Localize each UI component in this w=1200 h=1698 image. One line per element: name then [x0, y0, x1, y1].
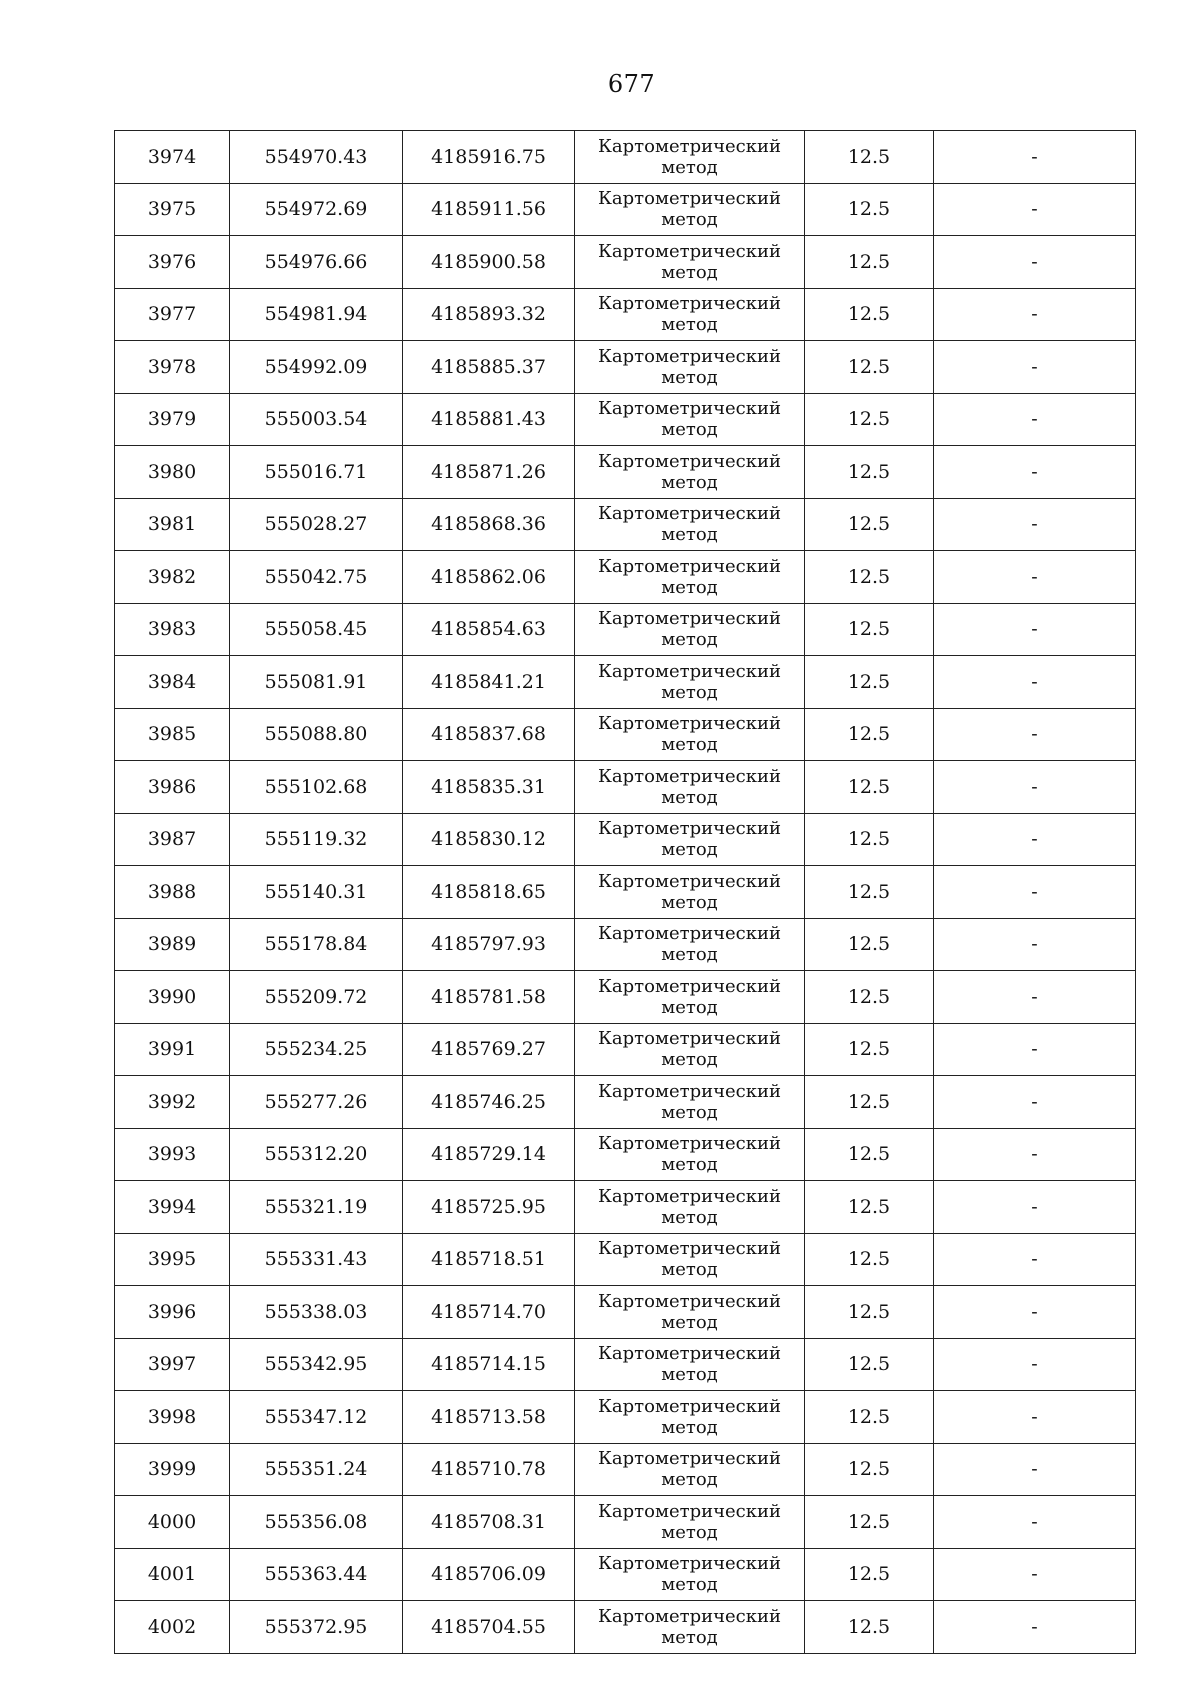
method-cell [575, 866, 805, 919]
y-coordinate-cell: 4185885.37 [403, 341, 575, 394]
accuracy-cell: 12.5 [805, 1233, 934, 1286]
y-coordinate-cell: 4185830.12 [403, 813, 575, 866]
y-coordinate-cell: 4185706.09 [403, 1548, 575, 1601]
method-line1: Картометрический [598, 1448, 781, 1470]
note-cell: - [934, 1076, 1136, 1129]
accuracy-cell: 12.5 [805, 1443, 934, 1496]
note-cell: - [934, 341, 1136, 394]
x-coordinate-cell: 554970.43 [230, 131, 403, 184]
table-row [115, 813, 1136, 866]
method-line2: метод [661, 1049, 718, 1071]
accuracy-cell: 12.5 [805, 1391, 934, 1444]
method-line1: Картометрический [598, 1080, 781, 1102]
x-coordinate-cell: 555351.24 [230, 1443, 403, 1496]
method-cell [575, 236, 805, 289]
x-coordinate-cell: 555209.72 [230, 971, 403, 1024]
table-row [115, 131, 1136, 184]
method-cell [575, 1076, 805, 1129]
method-cell [575, 761, 805, 814]
method-line2: метод [661, 629, 718, 651]
y-coordinate-cell: 4185710.78 [403, 1443, 575, 1496]
point-number-cell: 3989 [115, 918, 230, 971]
x-coordinate-cell: 555140.31 [230, 866, 403, 919]
method-line1: Картометрический [598, 818, 781, 840]
table-row [115, 236, 1136, 289]
method-line1: Картометрический [598, 1290, 781, 1312]
method-cell [575, 971, 805, 1024]
point-number-cell: 3992 [115, 1076, 230, 1129]
x-coordinate-cell: 555119.32 [230, 813, 403, 866]
note-cell: - [934, 236, 1136, 289]
method-line1: Картометрический [598, 1028, 781, 1050]
x-coordinate-cell: 555088.80 [230, 708, 403, 761]
point-number-cell: 3998 [115, 1391, 230, 1444]
point-number-cell: 3976 [115, 236, 230, 289]
point-number-cell: 3979 [115, 393, 230, 446]
note-cell: - [934, 288, 1136, 341]
method-line1: Картометрический [598, 765, 781, 787]
point-number-cell: 3997 [115, 1338, 230, 1391]
table-row [115, 288, 1136, 341]
accuracy-cell: 12.5 [805, 708, 934, 761]
accuracy-cell: 12.5 [805, 341, 934, 394]
method-line1: Картометрический [598, 398, 781, 420]
accuracy-cell: 12.5 [805, 918, 934, 971]
note-cell: - [934, 1391, 1136, 1444]
method-line2: метод [661, 419, 718, 441]
y-coordinate-cell: 4185900.58 [403, 236, 575, 289]
accuracy-cell: 12.5 [805, 1496, 934, 1549]
note-cell: - [934, 1338, 1136, 1391]
method-line2: метод [661, 576, 718, 598]
y-coordinate-cell: 4185818.65 [403, 866, 575, 919]
table-row [115, 1076, 1136, 1129]
point-number-cell: 3980 [115, 446, 230, 499]
note-cell: - [934, 708, 1136, 761]
method-cell [575, 183, 805, 236]
method-line2: метод [661, 996, 718, 1018]
method-cell [575, 551, 805, 604]
method-line2: метод [661, 734, 718, 756]
method-line1: Картометрический [598, 660, 781, 682]
accuracy-cell: 12.5 [805, 761, 934, 814]
y-coordinate-cell: 4185714.15 [403, 1338, 575, 1391]
accuracy-cell: 12.5 [805, 1338, 934, 1391]
method-line2: метод [661, 1574, 718, 1596]
note-cell: - [934, 1548, 1136, 1601]
accuracy-cell: 12.5 [805, 393, 934, 446]
method-line2: метод [661, 209, 718, 231]
x-coordinate-cell: 555028.27 [230, 498, 403, 551]
method-line1: Картометрический [598, 713, 781, 735]
method-line2: метод [661, 944, 718, 966]
table-row [115, 603, 1136, 656]
x-coordinate-cell: 555331.43 [230, 1233, 403, 1286]
method-line2: метод [661, 366, 718, 388]
y-coordinate-cell: 4185713.58 [403, 1391, 575, 1444]
method-cell [575, 1023, 805, 1076]
method-line1: Картометрический [598, 1133, 781, 1155]
table-row [115, 1338, 1136, 1391]
page-number: 677 [607, 70, 656, 98]
table-row [115, 341, 1136, 394]
method-cell [575, 918, 805, 971]
note-cell: - [934, 446, 1136, 499]
method-cell [575, 1496, 805, 1549]
note-cell: - [934, 1496, 1136, 1549]
note-cell: - [934, 1181, 1136, 1234]
point-number-cell: 3988 [115, 866, 230, 919]
x-coordinate-cell: 555338.03 [230, 1286, 403, 1339]
method-line1: Картометрический [598, 1395, 781, 1417]
method-cell [575, 1128, 805, 1181]
note-cell: - [934, 918, 1136, 971]
point-number-cell: 3986 [115, 761, 230, 814]
accuracy-cell: 12.5 [805, 498, 934, 551]
table-row [115, 866, 1136, 919]
y-coordinate-cell: 4185868.36 [403, 498, 575, 551]
accuracy-cell: 12.5 [805, 813, 934, 866]
method-line2: метод [661, 891, 718, 913]
method-cell [575, 1338, 805, 1391]
accuracy-cell: 12.5 [805, 1076, 934, 1129]
x-coordinate-cell: 554992.09 [230, 341, 403, 394]
note-cell: - [934, 393, 1136, 446]
accuracy-cell: 12.5 [805, 183, 934, 236]
point-number-cell: 3977 [115, 288, 230, 341]
note-cell: - [934, 866, 1136, 919]
table-row [115, 971, 1136, 1024]
note-cell: - [934, 603, 1136, 656]
method-line2: метод [661, 1259, 718, 1281]
accuracy-cell: 12.5 [805, 1548, 934, 1601]
note-cell: - [934, 183, 1136, 236]
method-cell [575, 288, 805, 341]
method-line1: Картометрический [598, 188, 781, 210]
y-coordinate-cell: 4185729.14 [403, 1128, 575, 1181]
point-number-cell: 3995 [115, 1233, 230, 1286]
y-coordinate-cell: 4185835.31 [403, 761, 575, 814]
table-row [115, 1286, 1136, 1339]
point-number-cell: 4002 [115, 1601, 230, 1654]
method-line2: метод [661, 1416, 718, 1438]
method-line2: метод [661, 839, 718, 861]
table-row [115, 551, 1136, 604]
method-cell [575, 656, 805, 709]
y-coordinate-cell: 4185854.63 [403, 603, 575, 656]
method-line2: метод [661, 1469, 718, 1491]
note-cell: - [934, 656, 1136, 709]
method-cell [575, 1391, 805, 1444]
method-line2: метод [661, 1364, 718, 1386]
method-line2: метод [661, 156, 718, 178]
x-coordinate-cell: 555277.26 [230, 1076, 403, 1129]
accuracy-cell: 12.5 [805, 551, 934, 604]
accuracy-cell: 12.5 [805, 866, 934, 919]
point-number-cell: 3990 [115, 971, 230, 1024]
point-number-cell: 3994 [115, 1181, 230, 1234]
x-coordinate-cell: 554981.94 [230, 288, 403, 341]
x-coordinate-cell: 555178.84 [230, 918, 403, 971]
method-line1: Картометрический [598, 608, 781, 630]
note-cell: - [934, 1233, 1136, 1286]
point-number-cell: 3991 [115, 1023, 230, 1076]
method-line2: метод [661, 1206, 718, 1228]
table-row [115, 1391, 1136, 1444]
point-number-cell: 3975 [115, 183, 230, 236]
table-row [115, 1181, 1136, 1234]
accuracy-cell: 12.5 [805, 236, 934, 289]
accuracy-cell: 12.5 [805, 288, 934, 341]
y-coordinate-cell: 4185708.31 [403, 1496, 575, 1549]
y-coordinate-cell: 4185837.68 [403, 708, 575, 761]
note-cell: - [934, 971, 1136, 1024]
y-coordinate-cell: 4185862.06 [403, 551, 575, 604]
x-coordinate-cell: 554976.66 [230, 236, 403, 289]
point-number-cell: 3996 [115, 1286, 230, 1339]
x-coordinate-cell: 555363.44 [230, 1548, 403, 1601]
table-row [115, 1023, 1136, 1076]
accuracy-cell: 12.5 [805, 971, 934, 1024]
method-line1: Картометрический [598, 1500, 781, 1522]
y-coordinate-cell: 4185746.25 [403, 1076, 575, 1129]
method-line2: метод [661, 1626, 718, 1648]
y-coordinate-cell: 4185881.43 [403, 393, 575, 446]
method-cell [575, 1233, 805, 1286]
x-coordinate-cell: 555372.95 [230, 1601, 403, 1654]
method-line1: Картометрический [598, 1343, 781, 1365]
accuracy-cell: 12.5 [805, 131, 934, 184]
point-number-cell: 4001 [115, 1548, 230, 1601]
method-cell [575, 1548, 805, 1601]
method-cell [575, 131, 805, 184]
method-line2: метод [661, 786, 718, 808]
method-line2: метод [661, 1311, 718, 1333]
y-coordinate-cell: 4185714.70 [403, 1286, 575, 1339]
table-row [115, 1496, 1136, 1549]
method-cell [575, 393, 805, 446]
y-coordinate-cell: 4185911.56 [403, 183, 575, 236]
x-coordinate-cell: 555342.95 [230, 1338, 403, 1391]
point-number-cell: 3981 [115, 498, 230, 551]
method-line2: метод [661, 261, 718, 283]
coordinates-table-body [115, 131, 1136, 1654]
point-number-cell: 3999 [115, 1443, 230, 1496]
point-number-cell: 3982 [115, 551, 230, 604]
x-coordinate-cell: 555081.91 [230, 656, 403, 709]
table-row [115, 761, 1136, 814]
note-cell: - [934, 1443, 1136, 1496]
method-line2: метод [661, 1154, 718, 1176]
method-line1: Картометрический [598, 1605, 781, 1627]
note-cell: - [934, 813, 1136, 866]
method-line2: метод [661, 471, 718, 493]
y-coordinate-cell: 4185871.26 [403, 446, 575, 499]
method-line2: метод [661, 524, 718, 546]
method-line2: метод [661, 314, 718, 336]
table-row [115, 708, 1136, 761]
method-cell [575, 446, 805, 499]
method-cell [575, 1181, 805, 1234]
y-coordinate-cell: 4185893.32 [403, 288, 575, 341]
note-cell: - [934, 131, 1136, 184]
x-coordinate-cell: 554972.69 [230, 183, 403, 236]
table-row [115, 918, 1136, 971]
method-line1: Картометрический [598, 975, 781, 997]
method-line1: Картометрический [598, 870, 781, 892]
accuracy-cell: 12.5 [805, 446, 934, 499]
method-line1: Картометрический [598, 1553, 781, 1575]
x-coordinate-cell: 555347.12 [230, 1391, 403, 1444]
point-number-cell: 3974 [115, 131, 230, 184]
method-line1: Картометрический [598, 450, 781, 472]
x-coordinate-cell: 555042.75 [230, 551, 403, 604]
table-row [115, 446, 1136, 499]
accuracy-cell: 12.5 [805, 1181, 934, 1234]
accuracy-cell: 12.5 [805, 656, 934, 709]
table-row [115, 1128, 1136, 1181]
point-number-cell: 3987 [115, 813, 230, 866]
x-coordinate-cell: 555321.19 [230, 1181, 403, 1234]
point-number-cell: 4000 [115, 1496, 230, 1549]
y-coordinate-cell: 4185769.27 [403, 1023, 575, 1076]
x-coordinate-cell: 555058.45 [230, 603, 403, 656]
accuracy-cell: 12.5 [805, 603, 934, 656]
method-line1: Картометрический [598, 1185, 781, 1207]
accuracy-cell: 12.5 [805, 1601, 934, 1654]
note-cell: - [934, 1286, 1136, 1339]
method-line1: Картометрический [598, 1238, 781, 1260]
note-cell: - [934, 1023, 1136, 1076]
y-coordinate-cell: 4185781.58 [403, 971, 575, 1024]
method-cell [575, 341, 805, 394]
method-cell [575, 498, 805, 551]
point-number-cell: 3978 [115, 341, 230, 394]
table-row [115, 1548, 1136, 1601]
table-row [115, 1233, 1136, 1286]
y-coordinate-cell: 4185718.51 [403, 1233, 575, 1286]
table-row [115, 1443, 1136, 1496]
x-coordinate-cell: 555102.68 [230, 761, 403, 814]
y-coordinate-cell: 4185725.95 [403, 1181, 575, 1234]
method-line2: метод [661, 1521, 718, 1543]
note-cell: - [934, 761, 1136, 814]
coordinates-table [114, 130, 1136, 1654]
point-number-cell: 3993 [115, 1128, 230, 1181]
method-line1: Картометрический [598, 135, 781, 157]
method-cell [575, 1601, 805, 1654]
method-line1: Картометрический [598, 555, 781, 577]
method-line2: метод [661, 1101, 718, 1123]
point-number-cell: 3985 [115, 708, 230, 761]
table-row [115, 656, 1136, 709]
method-line1: Картометрический [598, 240, 781, 262]
y-coordinate-cell: 4185704.55 [403, 1601, 575, 1654]
table-row [115, 393, 1136, 446]
note-cell: - [934, 551, 1136, 604]
method-cell [575, 708, 805, 761]
point-number-cell: 3983 [115, 603, 230, 656]
accuracy-cell: 12.5 [805, 1128, 934, 1181]
y-coordinate-cell: 4185916.75 [403, 131, 575, 184]
method-line1: Картометрический [598, 293, 781, 315]
x-coordinate-cell: 555016.71 [230, 446, 403, 499]
y-coordinate-cell: 4185841.21 [403, 656, 575, 709]
table-row [115, 183, 1136, 236]
method-line1: Картометрический [598, 345, 781, 367]
point-number-cell: 3984 [115, 656, 230, 709]
note-cell: - [934, 1601, 1136, 1654]
x-coordinate-cell: 555312.20 [230, 1128, 403, 1181]
method-cell [575, 813, 805, 866]
method-cell [575, 1443, 805, 1496]
method-cell [575, 1286, 805, 1339]
method-line1: Картометрический [598, 923, 781, 945]
x-coordinate-cell: 555003.54 [230, 393, 403, 446]
note-cell: - [934, 1128, 1136, 1181]
method-line2: метод [661, 681, 718, 703]
x-coordinate-cell: 555356.08 [230, 1496, 403, 1549]
accuracy-cell: 12.5 [805, 1023, 934, 1076]
table-row [115, 1601, 1136, 1654]
accuracy-cell: 12.5 [805, 1286, 934, 1339]
x-coordinate-cell: 555234.25 [230, 1023, 403, 1076]
method-line1: Картометрический [598, 503, 781, 525]
method-cell [575, 603, 805, 656]
y-coordinate-cell: 4185797.93 [403, 918, 575, 971]
table-row [115, 498, 1136, 551]
note-cell: - [934, 498, 1136, 551]
